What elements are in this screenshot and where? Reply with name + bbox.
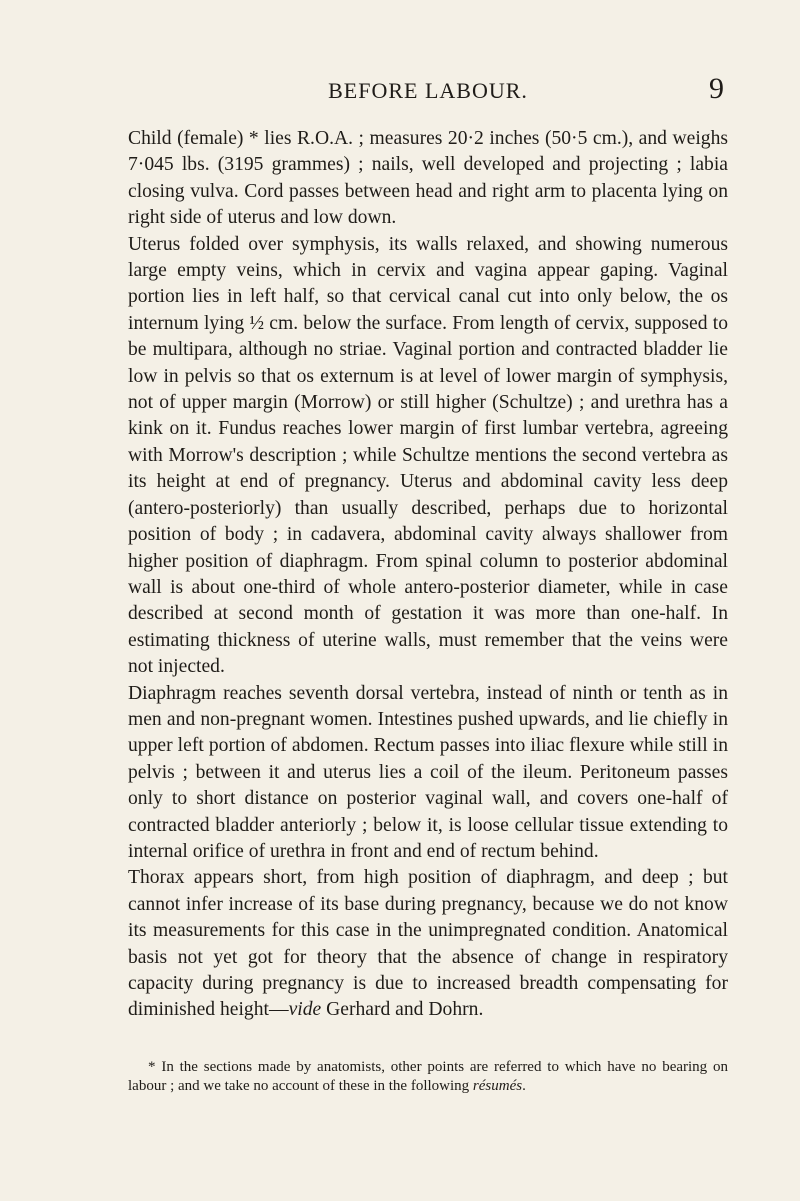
page-header <box>128 72 728 112</box>
running-head: BEFORE LABOUR. <box>328 78 528 103</box>
footnote-italic: résumés <box>472 1078 523 1094</box>
footnote-body: * In the sections made by anatomists, other points are referred to which have no bearing on labour ; and we take no account of these in the following <box>128 1059 728 1094</box>
footnote-text <box>128 1058 728 1096</box>
body-text <box>128 126 728 1024</box>
paragraph-diaphragm: Diaphragm reaches seventh dorsal vertebra, instead of ninth or tenth as in men and non-pregnant women. Intestines pushed upwards, and lie chiefly in upper left portion of abdomen. Rectum passes into iliac flexure while still in pelvis ; between it and uterus lies a coil of the ileum. Peritoneum passes only to short distance on posterior vaginal wall, and covers one-half of contracted bladder anteriorly ; below it, is loose cellular tissue extending to internal orifice of urethra in front and end of rectum behind. <box>128 682 728 862</box>
page-number: 9 <box>709 72 724 105</box>
paragraph-thorax-text: Thorax appears short, from high position of diaphragm, and deep ; but cannot infer increase of its base during pregnancy, because we do not know its measurements for this case in the unimpregnated condition. Anatomical basis not yet got for theory that the absence of change in respiratory capacity during pregnancy is due to increased breadth compensating for diminished height— <box>128 867 728 1021</box>
vide-italic: vide <box>288 999 322 1021</box>
paragraph-thorax-end: Gerhard and Dohrn. <box>321 999 484 1021</box>
footnote-end: . <box>522 1078 526 1094</box>
paragraph-uterus: Uterus folded over symphysis, its walls relaxed, and showing numerous large empty veins, which in cervix and vagina appear gaping. Vaginal portion lies in left half, so that cervical canal cut into only below, the os internum lying ½ cm. below the surface. From length of cervix, supposed to be multipara, although no striae. Vaginal portion and contracted bladder lie low in pelvis so that os externum is at level of lower margin of symphysis, not of upper margin (Morrow) or still higher (Schultze) ; and urethra has a kink on it. Fundus reaches lower margin of first lumbar vertebra, agreeing with Morrow's description ; while Schultze mentions the second vertebra as its height at end of pregnancy. Uterus and abdominal cavity less deep (antero-posteriorly) than usually described, perhaps due to horizontal position of body ; in cadavera, abdominal cavity always shallower from higher position of diaphragm. From spinal column to posterior abdominal wall is about one-third of whole antero-posterior diameter, while in case described at second month of gestation it was more than one-half. In estimating thickness of uterine walls, must remember that the veins were not injected. <box>128 233 728 678</box>
paragraph-thorax <box>128 865 728 1023</box>
paragraph-child: Child (female) * lies R.O.A. ; measures 20·2 inches (50·5 cm.), and weighs 7·045 lbs. (3195 grammes) ; nails, well developed and projecting ; labia closing vulva. Cord passes between head and right arm to placenta lying on right side of uterus and low down. <box>128 128 728 229</box>
footnote <box>128 1058 728 1096</box>
